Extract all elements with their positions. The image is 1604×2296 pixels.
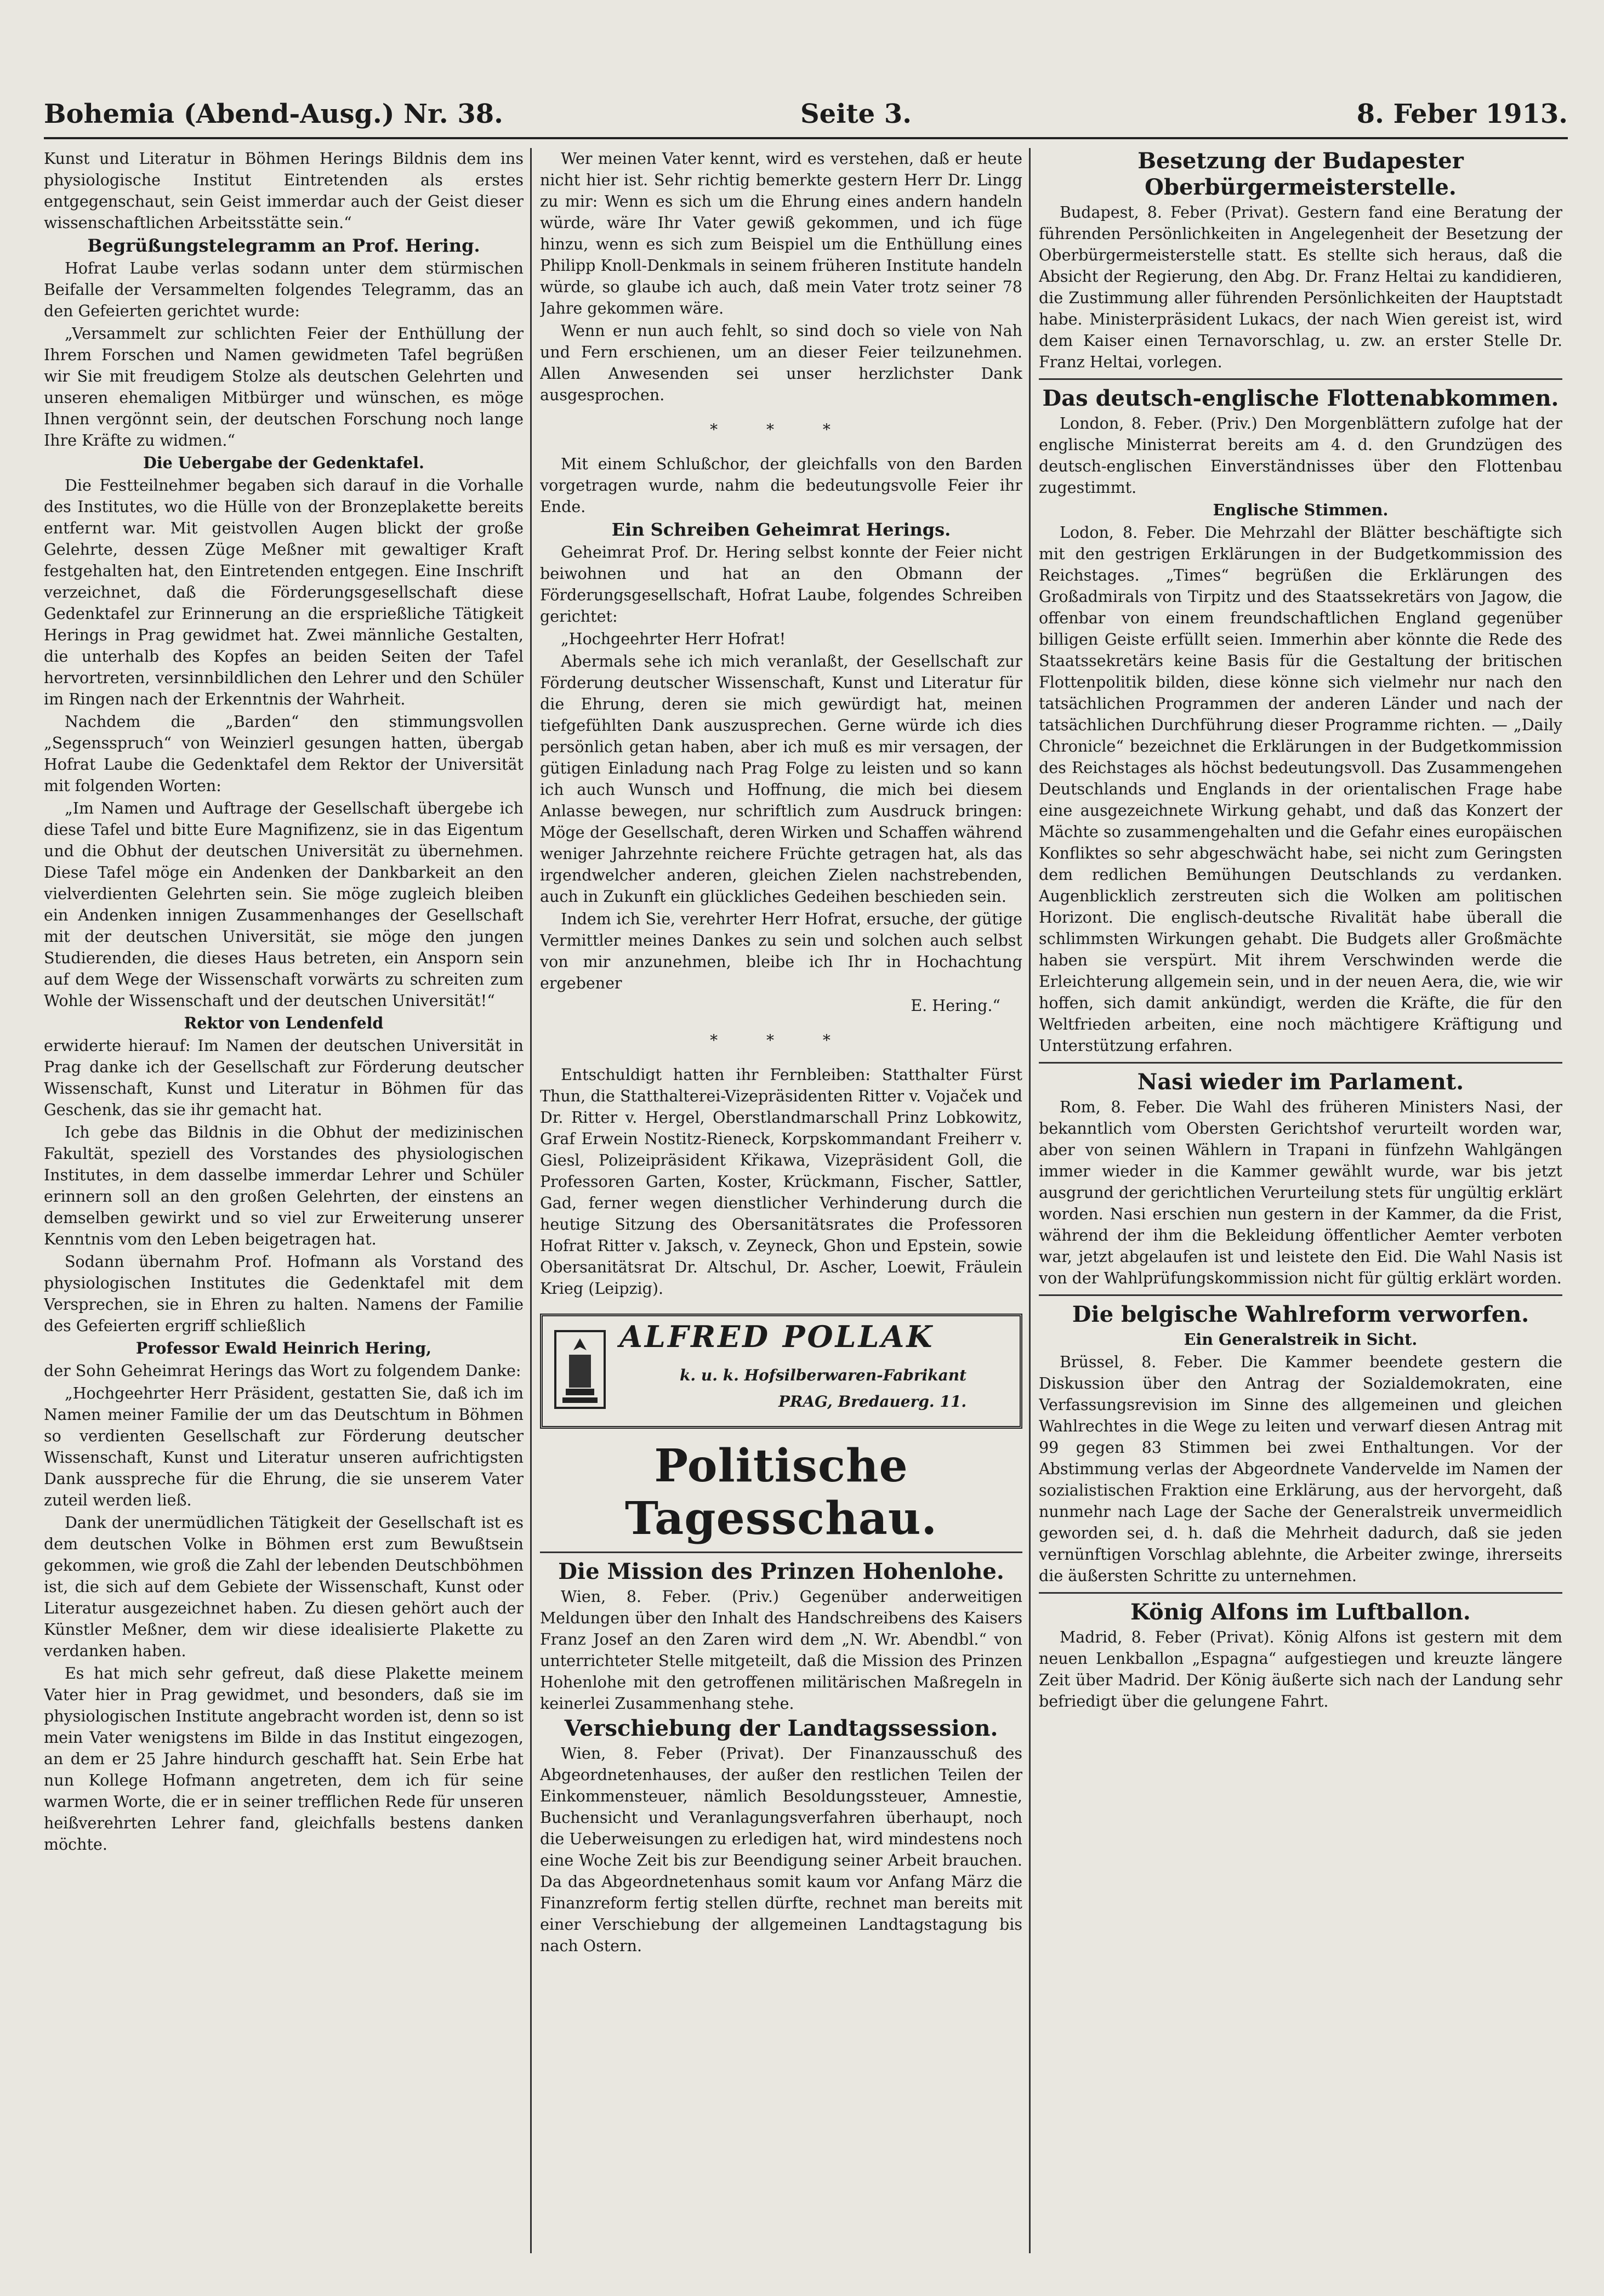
section-heading: Nasi wieder im Parlament. — [1137, 1069, 1464, 1095]
section-heading: König Alfons im Luftballon. — [1130, 1599, 1471, 1625]
article-paragraph: Lodon, 8. Feber. Die Mehrzahl der Blätter beschäftigte sich mit den gestrigen Erklärungen in der Budgetkommission des Reichstages. „Times“ begrüßen die Erklärungen des Großadmirals von Tirpitz und des Staatssekretärs von Jagow, die offenbar von einem freundschaftlichen England gegenüber billigen Geiste erfüllt seien. Immerhin aber könnte die Rede des Staatssekretärs keine Basis für die Gestaltung der britischen Flottenpolitik bilden, diese könne sich vielmehr nur nach den tatsächlichen Programmen der anderen Länder und nach der tatsächlichen Durchführung dieser Programme richten. — „Daily Chronicle“ bezeichnet die Erklärungen in der Budgetkommission des Reichstages als höchst bedeutungsvoll. Das Zusammengehen Deutschlands und Englands in der orientalischen Frage habe eine ausgezeichnete Wirkung gehabt, und daß das Konzert der Mächte so zusammengehalten und die Gefahr eines europäischen Konfliktes so sehr abgeschwächt habe, sei nicht zum Geringsten dem redlichen Bemühungen Deutschlands zu verdanken. Augenblicklich zerstreuten sich die Wolken am politischen Horizont. Die englisch-deutsche Rivalität habe überall die schlimmsten Wirkungen gehabt. Die Budgets aller Großmächte haben sie verspürt. Mit ihrem Verschwinden werde die Erleichterung allgemein sein, und in der neuen Aera, die, wie wir hoffen, sich damit ankündigt, werden die Kräfte, die für den Weltfrieden arbeiten, eine noch mächtigere Kräftigung und Unterstützung erfahren. — [1039, 524, 1562, 1055]
page-header — [44, 82, 1568, 139]
advertiser-name: ALFRED POLLAK — [619, 1319, 935, 1354]
article-paragraph: Hofrat Laube verlas sodann unter dem stürmischen Beifalle der Versammelten folgendes Telegramm, das an den Gefeierten gerichtet wurde: — [44, 259, 524, 320]
article-paragraph: Wien, 8. Feber. (Priv.) Gegenüber anderweitigen Meldungen über den Inhalt des Handschreibens des Kaisers Franz Josef an den Zaren wird dem „N. Wr. Abendbl.“ von unterrichteter Stelle mitgeteilt, daß die Mission des Prinzen Hohenlohe mit den getroffenen militärischen Maßregeln in keinerlei Zusammenhang stehe. — [540, 1588, 1022, 1713]
section-heading: Rektor von Lendenfeld — [184, 1014, 384, 1032]
section-heading: Verschiebung der Landtagssession. — [564, 1715, 998, 1741]
article-paragraph: Die Festteilnehmer begaben sich darauf in die Vorhalle des Institutes, wo die Hülle von der Bronzeplakette bereits entfernt war. Mit geistvollen Augen blickt der große Gelehrte, dessen Züge Meßner mit gewaltiger Kraft festgehalten hat, den Eintretenden entgegen. Eine Inschrift verzeichnet, daß die Förderungsgesellschaft diese Gedenktafel zur Erinnerung an die ersprießliche Tätigkeit Herings in Prag gewidmet hat. Zwei männliche Gestalten, die unterhalb des Kopfes an beiden Seiten der Tafel hervortreten, versinnbildlichen den Lehrer und den Schüler im Ringen nach der Erkenntnis der Wahrheit. — [44, 476, 524, 708]
article-paragraph: „Im Namen und Auftrage der Gesellschaft übergebe ich diese Tafel und bitte Eure Magnifizenz, sie in das Eigentum und die Obhut der deutschen Universität zu übernehmen. Diese Tafel möge ein Andenken der Dankbarkeit an den vielverdienten Gelehrten sein. Sie möge zugleich bleiben ein Andenken innigen Zusammenhanges der Gesellschaft mit der deutschen Universität, sie möge den jungen Studierenden, die dieses Haus betreten, ein Ansporn sein auf dem Wege der Wissenschaft vorwärts zu schreiten zum Wohle der Wissenschaft und der deutschen Universität!“ — [44, 799, 524, 1010]
section-heading: Englische Stimmen. — [1213, 501, 1389, 519]
column-rule — [1029, 148, 1031, 2253]
section-heading: Das deutsch-englische Flottenabkommen. — [1042, 385, 1559, 411]
article-paragraph: London, 8. Feber. (Priv.) Den Morgenblättern zufolge hat der englische Ministerrat bereits am 4. d. den Grundzügen des deutsch-englischen Einverständnisses über den Flottenbau zugestimmt. — [1039, 414, 1562, 497]
article-paragraph: Abermals sehe ich mich veranlaßt, der Gesellschaft zur Förderung deutscher Wissenschaft, Kunst und Literatur für die Ehrung, deren sie mich gewürdigt hat, meinen tiefgefühlten Dank auszusprechen. Gerne würde ich dies persönlich getan haben, aber ich muß es mir versagen, der gütigen Einladung nach Prag Folge zu leisten und so kann ich auch Wunsch und Hoffnung, die mich bei diesem Anlasse bewegen, nur schriftlich zum Ausdruck bringen: Möge der Gesellschaft, deren Wirken und Schaffen während weniger Jahrzehnte reichere Früchte getragen hat, als das irgendwelcher anderen, gleichen Zielen nachstrebenden, auch in Zukunft ein glückliches Gedeihen beschieden sein. — [540, 652, 1022, 906]
column-rule — [530, 148, 532, 2253]
article-paragraph: Kunst und Literatur in Böhmen Herings Bildnis dem ins physiologische Institut Eintretenden als erstes entgegenschaut, sein Geist immerdar auch der Geist dieser wissenschaftlichen Arbeitsstätte sein.“ — [44, 150, 524, 232]
column-2 — [540, 148, 1022, 2275]
article-paragraph: Wien, 8. Feber (Privat). Der Finanzausschuß des Abgeordnetenhauses, der außer den restlichen Teilen der Einkommensteuer, nämlich Besoldungssteuer, Amnestie, Buchensicht und Veranlagungsverfahren überhaupt, noch die Ueberweisungen zu erledigen hat, wird mindestens noch eine Woche Zeit bis zur Beendigung seiner Arbeit brauchen. Da das Abgeordnetenhaus somit kaum vor Anfang März die Finanzreform fertig stellen dürfte, rechnet man bereits mit einer Verschiebung der allgemeinen Landtagstagung bis nach Ostern. — [540, 1744, 1022, 1955]
divider — [540, 1551, 1022, 1553]
column-3 — [1039, 148, 1562, 2275]
article-paragraph: „Versammelt zur schlichten Feier der Enthüllung der Ihrem Forschen und Namen gewidmeten Tafel begrüßen wir Sie mit freudigem Stolze als deutschen Gelehrten und unseren ehemaligen Mitbürger und wünschen, es möge Ihnen vergönnt sein, der deutschen Forschung noch lange Ihre Kräfte zu widmen.“ — [44, 325, 524, 450]
article-paragraph: Entschuldigt hatten ihr Fernbleiben: Statthalter Fürst Thun, die Statthalterei-Vizepräsidenten Ritter v. Vojaček und Dr. Ritter v. Hergel, Oberstlandmarschall Prinz Lobkowitz, Graf Erwein Nostitz-Rieneck, Korpskommandant Freiherr v. Giesl, Polizeipräsident Křikawa, Vizepräsident Goll, die Professoren Garten, Koster, Krückmann, Fischer, Sattler, Gad, ferner wegen dienstlicher Verhinderung durch die heutige Sitzung des Obersanitätsrates die Professoren Hofrat Ritter v. Jaksch, v. Zeyneck, Ghon und Epstein, sowie Obersanitätsrat Dr. Altschul, Dr. Ascher, Loewit, Fräulein Krieg (Leipzig). — [540, 1066, 1022, 1298]
article-paragraph: der Sohn Geheimrat Herings das Wort zu folgendem Danke: — [44, 1362, 521, 1380]
article-paragraph: Rom, 8. Feber. Die Wahl des früheren Ministers Nasi, der bekanntlich vom Obersten Gerichtshof verurteilt worden war, aber von seinen Wählern in Trapani in fünfzehn Wahlgängen immer wieder in die Kammer gewählt wurde, war bis jetzt ausgrund der gerichtlichen Verurteilung stets für ungültig erklärt worden. Nasi erschien nun gestern in der Kammer, da die Frist, während der ihm die Bekleidung öffentlicher Aemter verboten war, jetzt abgelaufen ist und leistete den Eid. Die Wahl Nasis ist von der Wahlprüfungskommission nicht für gültig erklärt worden. — [1039, 1098, 1562, 1287]
divider — [1039, 378, 1562, 380]
section-title: Politische Tagesschau. — [625, 1440, 937, 1545]
advertiser-address: PRAG, Bredauerg. 11. — [778, 1393, 967, 1411]
section-heading: Begrüßungstelegramm an Prof. Hering. — [87, 235, 480, 256]
article-paragraph: Mit einem Schlußchor, der gleichfalls von den Barden vorgetragen wurde, nahm die bedeutungsvolle Feier ihr Ende. — [540, 455, 1022, 516]
header-masthead: Bohemia (Abend-Ausg.) Nr. 38. — [44, 99, 503, 129]
letter-signature: E. Hering.“ — [911, 997, 1000, 1015]
article-paragraph: erwiderte hierauf: Im Namen der deutschen Universität in Prag danke ich der Gesellschaft zur Förderung deutscher Wissenschaft, Kunst und Literatur in Böhmen für das Geschenk, das sie ihr gemacht hat. — [44, 1037, 524, 1119]
section-heading: Die Uebergabe der Gedenktafel. — [143, 453, 424, 472]
article-paragraph: Es hat mich sehr gefreut, daß diese Plakette meinem Vater hier in Prag gewidmet, und besonders, daß sie im physiologischen Institute angebracht worden ist, denn so ist mein Vater wenigstens im Bilde in das Institut eingezogen, an dem er 25 Jahre hindurch geschafft hat. Sein Erbe hat nun Kollege Hofmann angetreten, dem ich für seine warmen Worte, die er in seiner trefflichen Rede für unseren heißverehrten Lehrer fand, gleichfalls bestens danken möchte. — [44, 1664, 524, 1854]
article-paragraph: Madrid, 8. Feber (Privat). König Alfons ist gestern mit dem neuen Lenkballon „Espagna“ aufgestiegen und kreuzte längere Zeit über Madrid. Der König äußerte sich nach der Landung sehr befriedigt über die gelungene Fahrt. — [1039, 1628, 1562, 1710]
advertiser-title: k. u. k. Hofsilberwaren-Fabrikant — [680, 1366, 967, 1384]
article-paragraph: „Hochgeehrter Herr Hofrat! — [561, 630, 786, 648]
section-heading: Die belgische Wahlreform verworfen. — [1072, 1302, 1529, 1327]
section-subheading: Ein Generalstreik in Sicht. — [1184, 1330, 1418, 1349]
divider — [1039, 1294, 1562, 1296]
star-separator: * * * — [710, 420, 852, 439]
article-paragraph: Sodann übernahm Prof. Hofmann als Vorstand des physiologischen Institutes die Gedenktafel mit dem Versprechen, sie in Ehren zu halten. Namens der Familie des Gefeierten ergriff schließlich — [44, 1253, 524, 1335]
header-page-number: Seite 3. — [800, 99, 912, 129]
article-paragraph: Nachdem die „Barden“ den stimmungsvollen „Segensspruch“ von Weinzierl gesungen hatten, übergab Hofrat Laube die Gedenktafel dem Rektor der Universität mit folgenden Worten: — [44, 713, 524, 795]
section-heading: Die Mission des Prinzen Hohenlohe. — [558, 1559, 1004, 1584]
divider — [1039, 1062, 1562, 1064]
article-paragraph: Wenn er nun auch fehlt, so sind doch so viele von Nah und Fern erschienen, um an dieser Feier teilzunehmen. Allen Anwesenden sei unser herzlichster Dank ausgesprochen. — [540, 322, 1022, 404]
section-heading: Professor Ewald Heinrich Hering, — [135, 1339, 432, 1357]
article-paragraph: Ich gebe das Bildnis in die Obhut der medizinischen Fakultät, speziell des Vorstandes des physiologischen Institutes, in dem dasselbe immerdar Lehrer und Schüler erinnern soll an den großen Gelehrten, der einstens an demselben gewirkt und so viel zur Erweiterung unserer Kenntnis vom den Leben beigetragen hat. — [44, 1123, 524, 1248]
silverware-logo-icon — [553, 1328, 607, 1411]
article-paragraph: Indem ich Sie, verehrter Herr Hofrat, ersuche, der gütige Vermittler meines Dankes zu sein und solchen auch selbst von mir anzunehmen, bleibe ich Ihr in Hochachtung ergebener — [540, 910, 1022, 992]
article-paragraph: Budapest, 8. Feber (Privat). Gestern fand eine Beratung der führenden Persönlichkeiten in Angelegenheit der Besetzung der Oberbürgermeisterstelle statt. Es stellte sich heraus, daß die Absicht der Regierung, den Abg. Dr. Franz Heltai zu kandidieren, die Zustimmung aller führenden Persönlichkeiten der Hauptstadt habe. Ministerpräsident Lukacs, der nach Wien gereist ist, wird dem Kaiser einen Ternavorschlag, u. zw. an erster Stelle Dr. Franz Heltai, vorlegen. — [1039, 203, 1562, 371]
article-paragraph: Geheimrat Prof. Dr. Hering selbst konnte der Feier nicht beiwohnen und hat an den Obmann der Förderungsgesellschaft, Hofrat Laube, folgendes Schreiben gerichtet: — [540, 543, 1022, 626]
section-heading: Ein Schreiben Geheimrat Herings. — [611, 519, 951, 540]
newspaper-page — [33, 82, 1573, 2270]
article-paragraph: „Hochgeehrter Herr Präsident, gestatten Sie, daß ich im Namen meiner Familie der um das Deutschtum in Böhmen so verdienten Gesellschaft zur Förderung deutscher Wissenschaft, Kunst und Literatur unseren aufrichtigsten Dank ausspreche für die Ehrung, die sie unserem Vater zuteil werden ließ. — [44, 1384, 524, 1509]
header-date: 8. Feber 1913. — [1356, 99, 1568, 129]
column-1 — [44, 148, 524, 2275]
article-paragraph: Wer meinen Vater kennt, wird es verstehen, daß er heute nicht hier ist. Sehr richtig bemerkte gestern Herr Dr. Lingg zu mir: Wenn es sich um die Ehrung eines andern handeln würde, wäre Ihr Vater gewiß gekommen, und ich füge hinzu, wenn es sich zum Beispiel um die Enthüllung eines Philipp Knoll-Denkmals in seinem früheren Institute handeln würde, so glaube ich auch, daß mein Vater trotz seiner 78 Jahre gekommen wäre. — [540, 150, 1022, 317]
article-paragraph: Dank der unermüdlichen Tätigkeit der Gesellschaft ist es dem deutschen Volke in Böhmen erst zum Bewußtsein gekommen, wie groß die Zahl der lebenden Deutschböhmen ist, die sich auf dem Gebiete der Wissenschaft, Kunst oder Literatur ausgezeichnet haben. Zu diesen gehört auch der Künstler Meßner, dem wir diese idealisierte Plakette zu verdanken haben. — [44, 1514, 524, 1660]
article-paragraph: Brüssel, 8. Feber. Die Kammer beendete gestern die Diskussion über den Antrag der Sozialdemokraten, eine Verfassungsrevision im Sinne des allgemeinen und gleichen Wahlrechtes in die Wege zu leiten und verwarf diesen Antrag mit 99 gegen 83 Stimmen bei zwei Enthaltungen. Vor der Abstimmung verlas der Abgeordnete Vandervelde im Namen der sozialistischen Fraktion eine Erklärung, aus der hervorgeht, daß nunmehr nach Lage der Sache der Generalstreik unvermeidlich geworden sei, d. h. daß die Mehrheit dadurch, daß sie jeden vernünftigen Vorschlag ablehnte, die Arbeiter zwinge, ihrerseits die äußersten Schritte zu unternehmen. — [1039, 1353, 1562, 1585]
star-separator: * * * — [710, 1031, 852, 1049]
divider — [1039, 1592, 1562, 1594]
section-heading: Besetzung der Budapester Oberbürgermeisterstelle. — [1137, 148, 1464, 200]
advertisement — [540, 1314, 1022, 1429]
